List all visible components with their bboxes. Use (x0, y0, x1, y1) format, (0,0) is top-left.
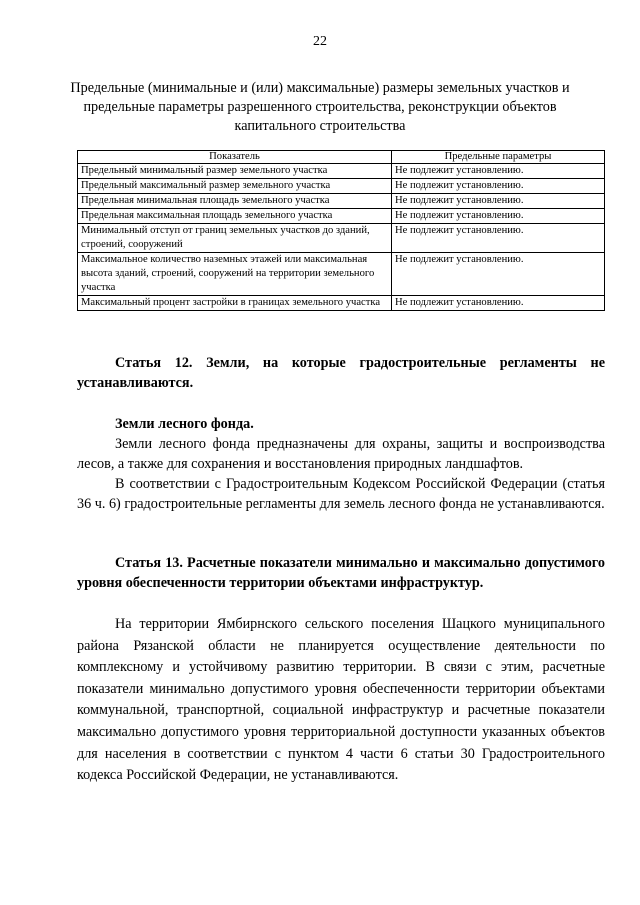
table-header-indicator: Показатель (78, 151, 392, 164)
table-row (78, 179, 605, 194)
table-header-row (78, 151, 605, 164)
table-cell-indicator: Предельный минимальный размер земельного участка (78, 164, 392, 179)
article-12-subheading: Земли лесного фонда. (115, 416, 254, 432)
table-row (78, 224, 605, 253)
table-row (78, 253, 605, 296)
table-header-parameters: Предельные параметры (392, 151, 605, 164)
table-cell-indicator: Предельная минимальная площадь земельного участка (78, 194, 392, 209)
table-row (78, 164, 605, 179)
article-13-heading: Статья 13. Расчетные показатели минимально и максимально допустимого уровня обеспеченности территории объектами инфраструктур. (77, 555, 605, 591)
article-12-heading: Статья 12. Земли, на которые градостроительные регламенты не устанавливаются. (77, 355, 605, 391)
table-row (78, 209, 605, 224)
table-cell-value: Не подлежит установлению. (392, 164, 605, 179)
table-cell-value: Не подлежит установлению. (392, 224, 605, 253)
table-cell-indicator: Минимальный отступ от границ земельных участков до зданий, строений, сооружений (78, 224, 392, 253)
article-12-paragraph-2: В соответствии с Градостроительным Кодексом Российской Федерации (статья 36 ч. 6) градостроительные регламенты для земель лесного фонда не устанавливаются. (77, 476, 605, 512)
parameters-table (77, 150, 605, 311)
table-cell-indicator: Максимальный процент застройки в границах земельного участка (78, 296, 392, 311)
table-row (78, 194, 605, 209)
article-12-paragraph-1: Земли лесного фонда предназначены для охраны, защиты и воспроизводства лесов, а также для сохранения и восстановления природных ландшафтов. (77, 436, 605, 472)
table-cell-value: Не подлежит установлению. (392, 194, 605, 209)
table-row (78, 296, 605, 311)
section-title: Предельные (минимальные и (или) максимальные) размеры земельных участков и предельные параметры разрешенного строительства, реконструкции объектов капитального строительства (70, 80, 570, 134)
table-cell-indicator: Предельный максимальный размер земельного участка (78, 179, 392, 194)
article-13-paragraph-1: На территории Ямбирнского сельского поселения Шацкого муниципального района Рязанской области не планируется осуществление деятельности по комплексному и устойчивому развитию территории. В связи с этим, расчетные показатели минимально допустимого уровня обеспеченности территории объектами коммунальной, транспортной, социальной инфраструктур и расчетные показатели максимально допустимого уровня территориальной доступности указанных объектов для населения в соответствии с пунктом 4 части 6 статьи 30 Градостроительного кодекса Российской Федерации, не устанавливаются. (77, 616, 605, 784)
table-cell-value: Не подлежит установлению. (392, 209, 605, 224)
table-cell-indicator: Максимальное количество наземных этажей или максимальная высота зданий, строений, сооружений на территории земельного участка (78, 253, 392, 296)
table-cell-indicator: Предельная максимальная площадь земельного участка (78, 209, 392, 224)
table-cell-value: Не подлежит установлению. (392, 253, 605, 296)
table-cell-value: Не подлежит установлению. (392, 296, 605, 311)
page-number: 22 (313, 34, 327, 49)
table-cell-value: Не подлежит установлению. (392, 179, 605, 194)
